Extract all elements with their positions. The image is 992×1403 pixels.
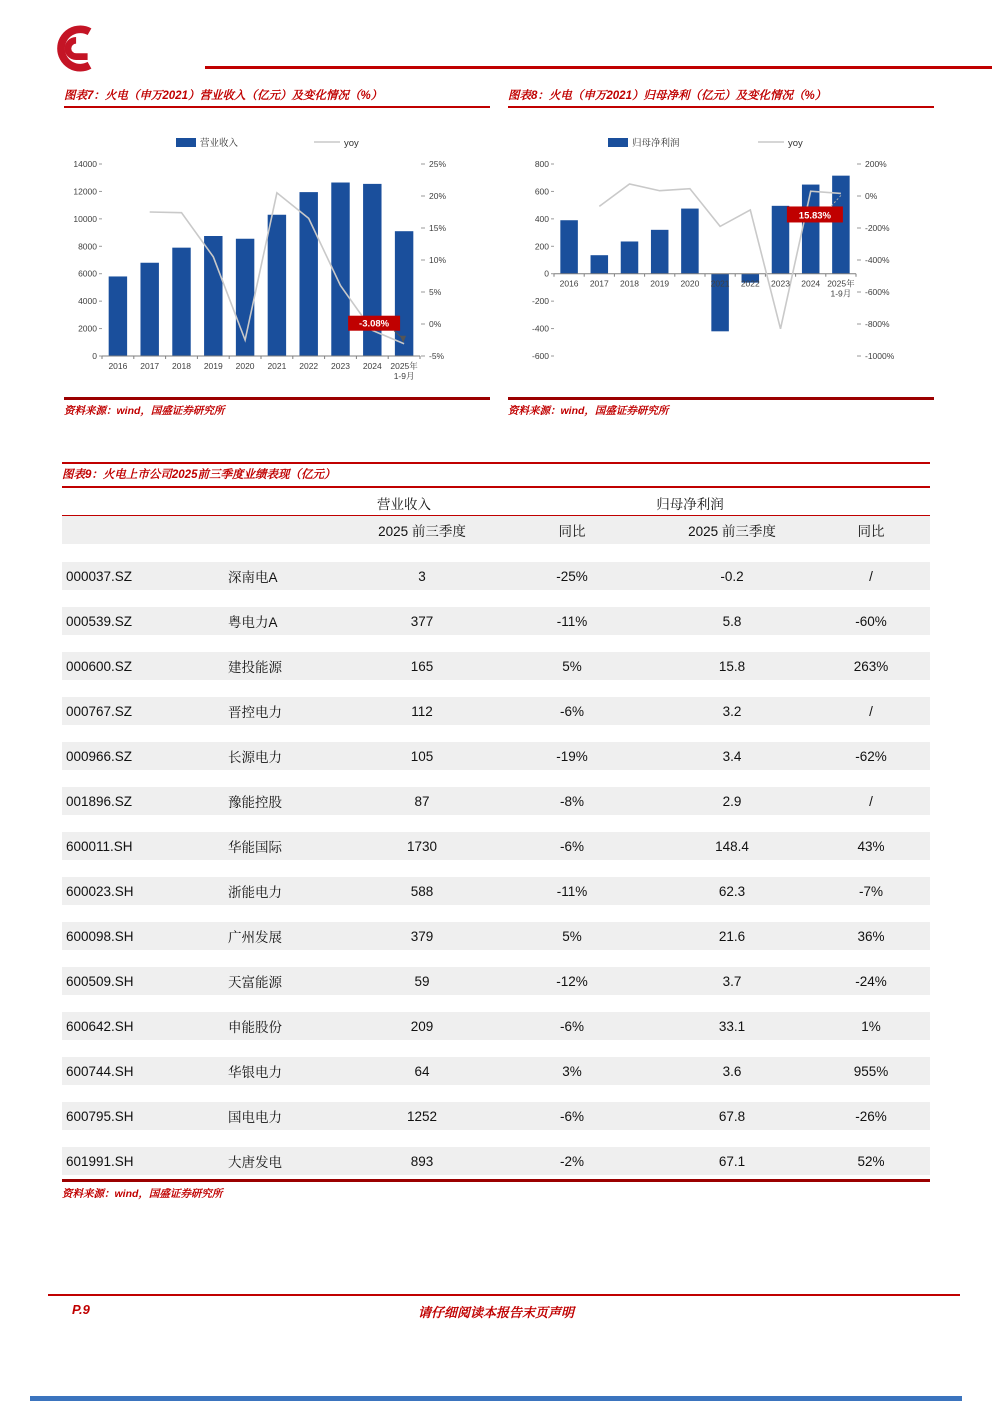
svg-text:2018: 2018 [172, 361, 191, 371]
table-cell: 600023.SH [66, 883, 134, 899]
net-profit-chart [508, 108, 932, 392]
table-cell: 5% [562, 928, 582, 944]
table-cell: 3 [418, 568, 426, 584]
table-row [62, 652, 930, 680]
table-cell: -19% [556, 748, 588, 764]
figure-8 [508, 88, 934, 418]
figure-7-title: 图表7：火电（申万2021）营业收入（亿元）及变化情况（%） [64, 90, 383, 102]
svg-text:2020: 2020 [680, 278, 700, 289]
table-rows [62, 562, 930, 1175]
table-cell: 601991.SH [66, 1153, 134, 1169]
svg-text:2021: 2021 [267, 361, 287, 371]
revenue-chart [64, 108, 488, 392]
table-cell: 浙能电力 [228, 885, 282, 900]
figure-8-source: 资料来源：wind，国盛证券研究所 [508, 405, 669, 417]
table-cell: 长源电力 [228, 750, 282, 765]
figure-7-bottom-rule [64, 397, 490, 400]
table-cell: 1730 [406, 838, 438, 854]
table-cell: 广州发展 [228, 930, 282, 945]
table-cell: 天富能源 [228, 975, 282, 990]
svg-text:2022: 2022 [299, 361, 319, 371]
svg-text:-1000%: -1000% [865, 351, 895, 361]
table-subheader-row [62, 516, 930, 544]
page-number: P.9 [72, 1302, 90, 1317]
svg-text:-200: -200 [531, 296, 549, 307]
table-cell: 263% [853, 658, 889, 674]
table-cell: 3.4 [722, 748, 742, 764]
table-cell: 600011.SH [66, 838, 133, 854]
table-cell: 3.2 [722, 703, 742, 719]
group-header-net-profit: 归母净利润 [656, 497, 724, 512]
table-cell: 377 [410, 613, 434, 629]
table-cell: -24% [855, 973, 887, 989]
svg-text:2019: 2019 [650, 278, 670, 289]
table-row [62, 832, 930, 860]
svg-text:2020: 2020 [235, 361, 255, 371]
table-cell: 165 [410, 658, 434, 674]
figure-8-title: 图表8：火电（申万2021）归母净利（亿元）及变化情况（%） [508, 90, 827, 102]
table-cell: 148.4 [715, 838, 749, 854]
table-cell: 华银电力 [228, 1065, 282, 1080]
table-cell: 深南电A [228, 570, 278, 585]
table-cell: 2.9 [722, 793, 742, 809]
svg-text:2017: 2017 [140, 361, 160, 371]
table-cell: 000966.SZ [66, 748, 133, 764]
table-cell: 晋控电力 [228, 705, 282, 720]
svg-text:2021: 2021 [710, 278, 730, 289]
svg-text:20%: 20% [429, 191, 447, 201]
table-cell: 59 [414, 973, 430, 989]
table-row [62, 967, 930, 995]
svg-text:2017: 2017 [589, 278, 609, 289]
table-cell: 600098.SH [66, 928, 134, 944]
table-cell: -6% [559, 1108, 584, 1124]
svg-text:2025年1-9月: 2025年 1-9月 [827, 278, 855, 299]
table-cell: -6% [559, 703, 584, 719]
table-cell: 豫能控股 [228, 795, 282, 810]
svg-text:归母净利润: 归母净利润 [632, 138, 680, 149]
svg-text:6000: 6000 [78, 268, 97, 279]
table-cell: 000539.SZ [66, 613, 133, 629]
table-cell: -11% [556, 883, 588, 899]
table-cell: / [869, 568, 873, 584]
subheader-profit-yoy: 同比 [857, 524, 885, 539]
table-row [62, 922, 930, 950]
table-row [62, 607, 930, 635]
svg-text:12000: 12000 [73, 186, 97, 197]
svg-text:2023: 2023 [771, 278, 790, 289]
table-cell: -60% [855, 613, 887, 629]
svg-text:25%: 25% [429, 159, 447, 169]
figure-9-table [62, 462, 930, 1201]
table-cell: 955% [853, 1063, 889, 1079]
table-cell: 112 [411, 703, 433, 719]
svg-text:15%: 15% [429, 223, 447, 233]
footer-rule [48, 1294, 960, 1296]
table-cell: 43% [857, 838, 885, 854]
svg-text:2024: 2024 [362, 361, 382, 371]
table-cell: 国电电力 [228, 1110, 282, 1125]
table-cell: 1% [861, 1018, 881, 1034]
svg-text:800: 800 [534, 159, 549, 169]
table-cell: 000600.SZ [66, 658, 133, 674]
svg-text:2016: 2016 [108, 361, 128, 371]
table-bottom-rule [62, 1179, 930, 1182]
table-row [62, 742, 930, 770]
table-cell: 000767.SZ [66, 703, 133, 719]
table-cell: -62% [855, 748, 887, 764]
table-cell: 3.7 [722, 973, 742, 989]
table-row [62, 562, 930, 590]
table-cell: / [869, 703, 873, 719]
table-row [62, 1147, 930, 1175]
guosheng-securities-logo [54, 22, 102, 74]
table-cell: -6% [559, 838, 584, 854]
table-source: 资料来源：wind，国盛证券研究所 [62, 1188, 223, 1200]
table-cell: 588 [410, 883, 434, 899]
svg-text:4000: 4000 [78, 296, 97, 307]
svg-text:-3.08%: -3.08% [359, 318, 390, 330]
table-cell: 33.1 [718, 1018, 746, 1034]
table-cell: 000037.SZ [66, 568, 133, 584]
table-cell: 001896.SZ [66, 793, 133, 809]
svg-text:2018: 2018 [620, 278, 639, 289]
svg-text:15.83%: 15.83% [798, 210, 832, 222]
table-cell: 36% [857, 928, 885, 944]
table-cell: 379 [410, 928, 434, 944]
table-cell: -25% [556, 568, 588, 584]
svg-text:-5%: -5% [429, 351, 445, 361]
table-cell: -6% [559, 1018, 584, 1034]
table-row [62, 697, 930, 725]
table-cell: -2% [559, 1153, 584, 1169]
table-row [62, 1102, 930, 1130]
svg-text:0: 0 [544, 268, 549, 279]
svg-text:-800%: -800% [865, 319, 890, 329]
svg-text:2016: 2016 [559, 278, 579, 289]
svg-text:10000: 10000 [73, 213, 97, 224]
table-cell: 87 [414, 793, 430, 809]
svg-text:-400: -400 [531, 323, 549, 334]
figure-7 [64, 88, 490, 418]
svg-text:8000: 8000 [78, 241, 97, 252]
svg-text:200: 200 [534, 241, 549, 252]
table-cell: 600744.SH [66, 1063, 134, 1079]
table-title: 图表9：火电上市公司2025前三季度业绩表现（亿元） [62, 469, 336, 481]
subheader-profit-q3: 2025 前三季度 [688, 524, 776, 539]
svg-text:2019: 2019 [203, 361, 223, 371]
svg-text:2022: 2022 [740, 278, 760, 289]
svg-text:-600: -600 [531, 351, 549, 361]
table-cell: 600642.SH [66, 1018, 134, 1034]
table-row [62, 1057, 930, 1085]
table-group-header-row [62, 488, 930, 515]
svg-text:2024: 2024 [801, 278, 821, 289]
table-cell: 67.1 [718, 1153, 746, 1169]
svg-text:5%: 5% [429, 287, 442, 297]
table-cell: -7% [858, 883, 883, 899]
table-cell: 600509.SH [66, 973, 134, 989]
table-cell: 15.8 [718, 658, 746, 674]
table-row [62, 1012, 930, 1040]
svg-text:200%: 200% [865, 159, 887, 169]
table-cell: 大唐发电 [228, 1155, 282, 1170]
table-cell: -0.2 [720, 568, 744, 584]
svg-text:14000: 14000 [73, 159, 97, 169]
table-cell: 64 [414, 1063, 430, 1079]
svg-text:2023: 2023 [331, 361, 350, 371]
table-cell: -12% [556, 973, 588, 989]
svg-text:2000: 2000 [78, 323, 97, 334]
svg-text:10%: 10% [429, 255, 447, 265]
svg-text:yoy: yoy [344, 138, 359, 149]
svg-text:0%: 0% [865, 191, 878, 201]
svg-text:营业收入: 营业收入 [200, 138, 239, 149]
table-row [62, 877, 930, 905]
header-rule [205, 66, 992, 69]
table-cell: -8% [559, 793, 584, 809]
footer-disclaimer: 请仔细阅读本报告末页声明 [417, 1305, 574, 1320]
table-cell: 1252 [406, 1108, 438, 1124]
bottom-blue-bar [30, 1396, 962, 1401]
svg-text:600: 600 [534, 186, 549, 197]
table-cell: -11% [556, 613, 588, 629]
table-cell: 5.8 [722, 613, 742, 629]
svg-text:400: 400 [534, 213, 549, 224]
svg-text:0: 0 [92, 351, 97, 361]
table-cell: 5% [562, 658, 582, 674]
svg-text:-600%: -600% [865, 287, 890, 297]
svg-text:0%: 0% [429, 319, 442, 329]
table-cell: 62.3 [718, 883, 746, 899]
figure-8-bottom-rule [508, 397, 934, 400]
group-header-revenue: 营业收入 [377, 497, 431, 512]
table-cell: -26% [855, 1108, 887, 1124]
table-cell: 建投能源 [228, 660, 282, 675]
table-cell: 105 [410, 748, 434, 764]
figure-7-source: 资料来源：wind，国盛证券研究所 [64, 405, 225, 417]
svg-text:2025年1-9月: 2025年 1-9月 [390, 361, 418, 381]
svg-text:-200%: -200% [865, 223, 890, 233]
table-cell: 600795.SH [66, 1108, 134, 1124]
table-cell: 21.6 [718, 928, 746, 944]
table-cell: 申能股份 [228, 1020, 282, 1035]
svg-text:yoy: yoy [788, 138, 803, 149]
table-cell: 粤电力A [228, 615, 278, 630]
table-cell: 67.8 [718, 1108, 746, 1124]
table-row [62, 787, 930, 815]
table-cell: 3.6 [722, 1063, 742, 1079]
table-cell: 209 [410, 1018, 434, 1034]
table-cell: 893 [410, 1153, 434, 1169]
table-cell: 52% [857, 1153, 885, 1169]
table-cell: 华能国际 [228, 840, 282, 855]
svg-text:-400%: -400% [865, 255, 890, 265]
subheader-revenue-yoy: 同比 [558, 524, 586, 539]
table-cell: / [869, 793, 873, 809]
subheader-revenue-q3: 2025 前三季度 [378, 524, 466, 539]
table-cell: 3% [562, 1063, 582, 1079]
